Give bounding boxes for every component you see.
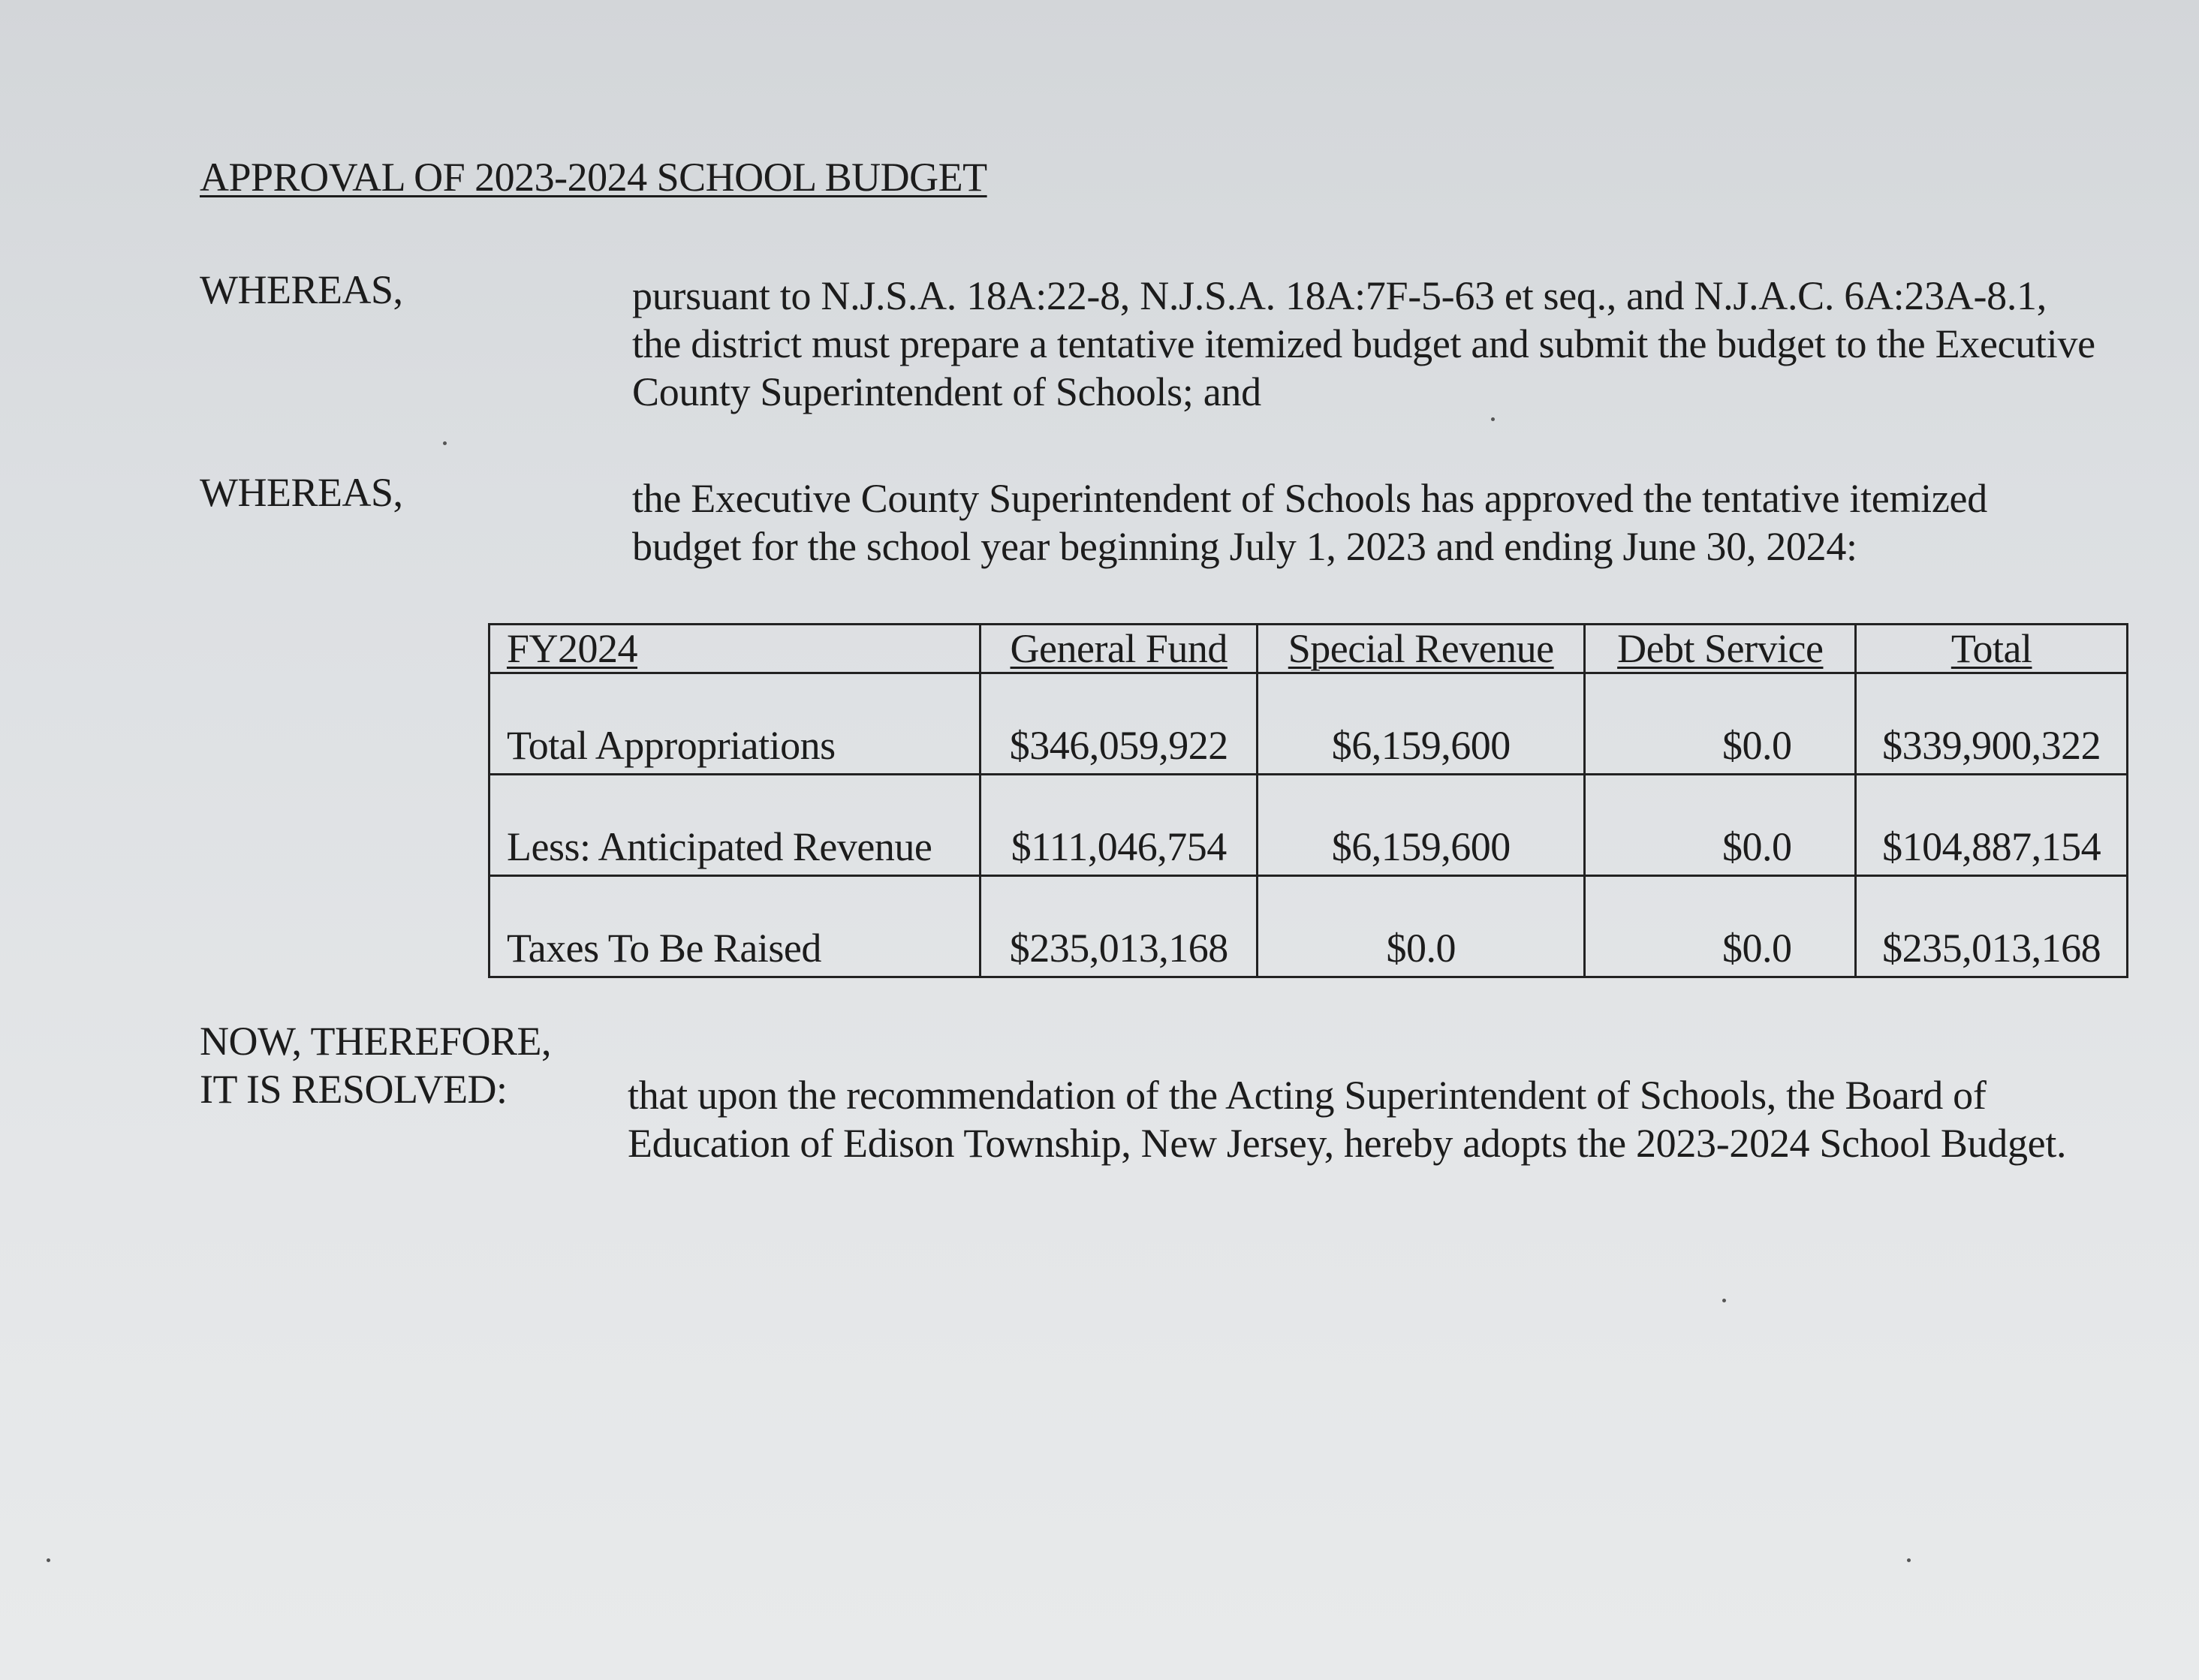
paragraph-line: budget for the school year beginning July 1, 2023 and ending June 30, 2024:: [632, 524, 1857, 569]
table-header-row: [490, 625, 2128, 673]
paragraph-line: Education of Edison Township, New Jersey, hereby adopts the 2023-2024 School Budget.: [628, 1121, 2067, 1166]
table-row: [490, 775, 2128, 876]
whereas-paragraph-1: [632, 272, 2126, 416]
general-fund-cell: $235,013,168: [981, 876, 1258, 977]
special-revenue-cell: $6,159,600: [1258, 775, 1585, 876]
total-cell: $104,887,154: [1856, 775, 2128, 876]
paper-speck: [47, 1558, 50, 1562]
whereas-paragraph-2: [632, 474, 2126, 571]
paragraph-line: County Superintendent of Schools; and: [632, 369, 1261, 414]
header-debt-service: Debt Service: [1585, 625, 1856, 673]
total-cell: $235,013,168: [1856, 876, 2128, 977]
special-revenue-cell: $6,159,600: [1258, 673, 1585, 775]
whereas-label-2: WHEREAS,: [200, 470, 403, 515]
paper-speck: [1491, 417, 1495, 421]
row-label: Total Appropriations: [490, 673, 981, 775]
header-fy2024: FY2024: [490, 625, 981, 673]
paper-speck: [443, 441, 447, 445]
table-row: [490, 876, 2128, 977]
header-total: Total: [1856, 625, 2128, 673]
total-cell: $339,900,322: [1856, 673, 2128, 775]
row-label: Taxes To Be Raised: [490, 876, 981, 977]
paragraph-line: the district must prepare a tentative itemized budget and submit the budget to the Executive: [632, 321, 2095, 366]
paragraph-line: the Executive County Superintendent of Schools has approved the tentative itemized: [632, 476, 1987, 521]
paragraph-line: pursuant to N.J.S.A. 18A:22-8, N.J.S.A. 18A:7F-5-63 et seq., and N.J.A.C. 6A:23A-8.1,: [632, 273, 2047, 318]
paper-speck: [1907, 1558, 1911, 1562]
whereas-label-1: WHEREAS,: [200, 267, 403, 312]
paper-speck: [1722, 1299, 1726, 1302]
debt-service-cell: $0.0: [1585, 673, 1856, 775]
row-label: Less: Anticipated Revenue: [490, 775, 981, 876]
general-fund-cell: $346,059,922: [981, 673, 1258, 775]
special-revenue-cell: $0.0: [1258, 876, 1585, 977]
resolved-label-line-1: NOW, THEREFORE,: [200, 1019, 552, 1064]
header-general-fund: General Fund: [981, 625, 1258, 673]
debt-service-cell: $0.0: [1585, 775, 1856, 876]
general-fund-cell: $111,046,754: [981, 775, 1258, 876]
document-title: APPROVAL OF 2023-2024 SCHOOL BUDGET: [200, 155, 987, 200]
resolved-paragraph: [628, 1071, 2122, 1167]
debt-service-cell: $0.0: [1585, 876, 1856, 977]
budget-table: [488, 623, 2128, 978]
resolved-label-line-2: IT IS RESOLVED:: [200, 1067, 508, 1112]
paragraph-line: that upon the recommendation of the Acting Superintendent of Schools, the Board of: [628, 1073, 1987, 1118]
table-row: [490, 673, 2128, 775]
header-special-revenue: Special Revenue: [1258, 625, 1585, 673]
